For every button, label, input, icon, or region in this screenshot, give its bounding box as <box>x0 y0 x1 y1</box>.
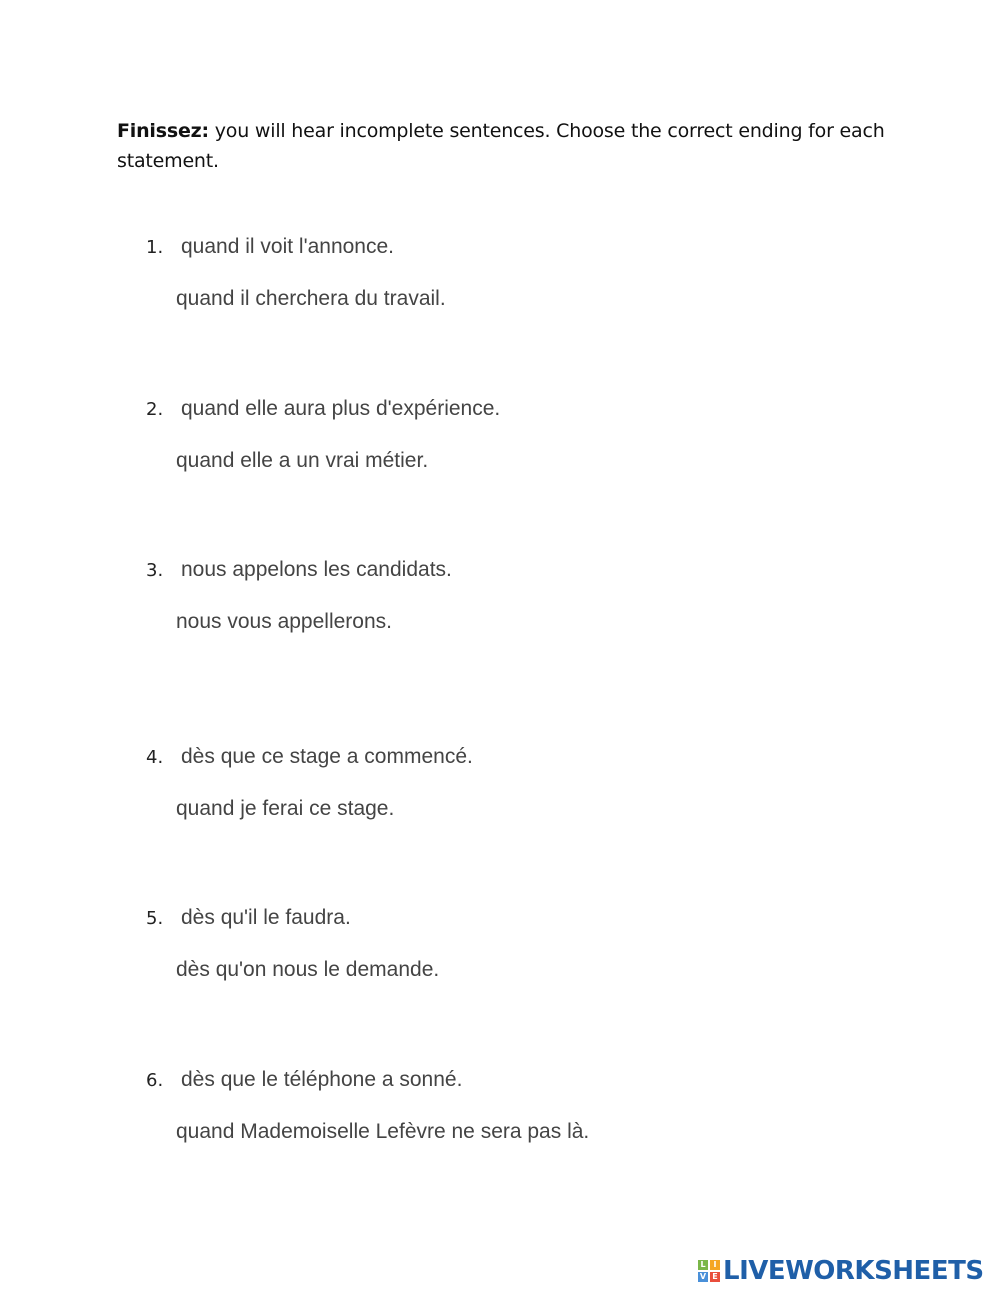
instructions-lead: Finissez: <box>117 120 209 142</box>
answer-option-b[interactable]: quand Mademoiselle Lefèvre ne sera pas là. <box>176 1120 590 1143</box>
answer-option-b[interactable]: dès qu'on nous le demande. <box>176 958 440 981</box>
question-number: 2. <box>146 399 164 420</box>
answer-option-a[interactable]: quand elle aura plus d'expérience. <box>181 397 501 420</box>
instructions <box>117 116 907 176</box>
logo-block: E <box>710 1272 720 1282</box>
question-number: 3. <box>146 560 164 581</box>
liveworksheets-logo <box>698 1256 984 1286</box>
logo-block: V <box>699 1272 707 1281</box>
answer-option-a[interactable]: dès qu'il le faudra. <box>181 906 351 929</box>
logo-block: L <box>698 1260 708 1270</box>
answer-option-b[interactable]: quand il cherchera du travail. <box>176 287 446 310</box>
answer-option-b[interactable]: nous vous appellerons. <box>176 610 392 633</box>
logo-block: I <box>710 1260 720 1270</box>
question-number: 1. <box>146 237 164 258</box>
answer-option-a[interactable]: quand il voit l'annonce. <box>181 235 394 258</box>
answer-option-b[interactable]: quand elle a un vrai métier. <box>176 449 429 472</box>
question-number: 6. <box>146 1070 164 1091</box>
answer-option-a[interactable]: dès que le téléphone a sonné. <box>181 1068 463 1091</box>
answer-option-b[interactable]: quand je ferai ce stage. <box>176 797 395 820</box>
question-number: 5. <box>146 908 164 929</box>
logo-blocks-icon <box>698 1260 720 1282</box>
answer-option-a[interactable]: nous appelons les candidats. <box>181 558 452 581</box>
logo-text: LIVEWORKSHEETS <box>723 1256 984 1286</box>
instructions-text: you will hear incomplete sentences. Choose the correct ending for each statement. <box>117 120 885 172</box>
answer-option-a[interactable]: dès que ce stage a commencé. <box>181 745 473 768</box>
question-number: 4. <box>146 747 164 768</box>
